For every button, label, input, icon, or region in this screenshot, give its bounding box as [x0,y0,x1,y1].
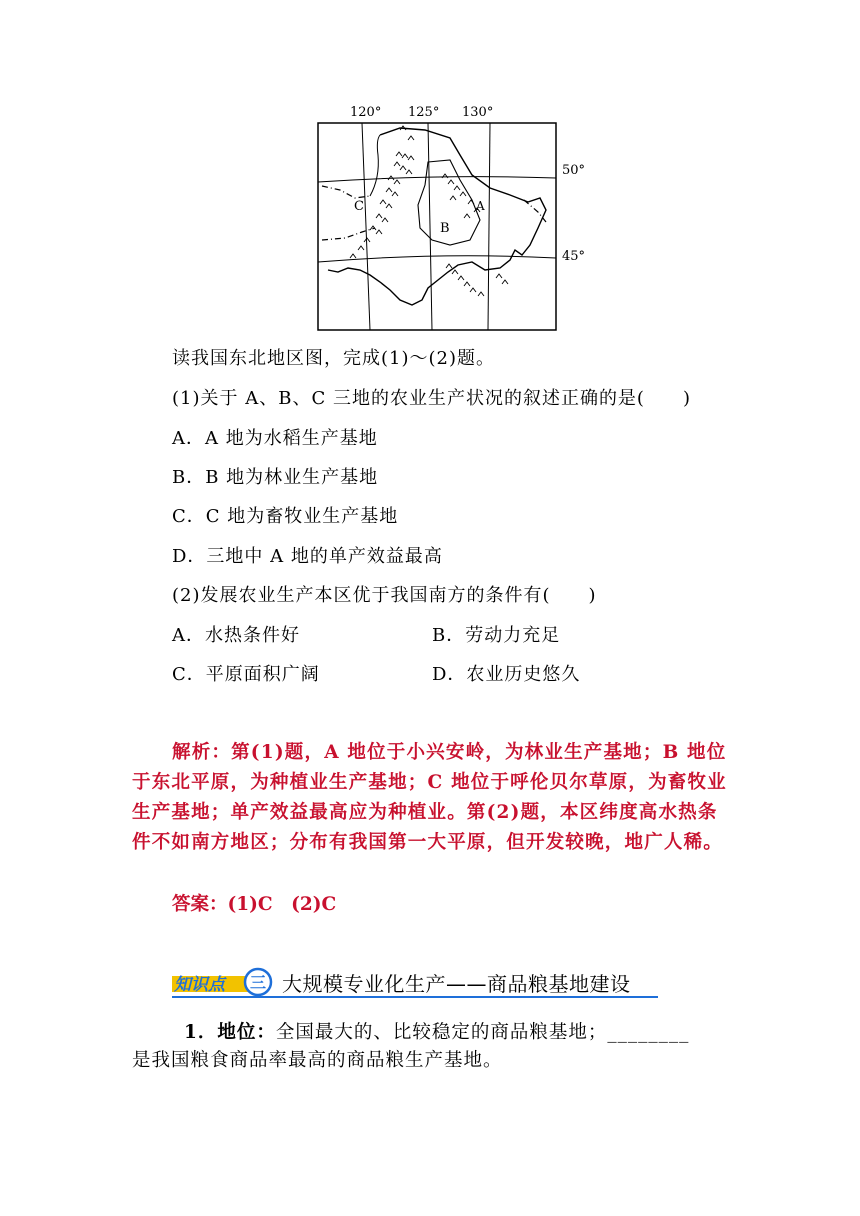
border-outline [328,128,546,305]
analysis-text: 第(1)题，A 地位于小兴安岭，为林业生产基地；B 地位于东北平原，为种植业生产基地；C 地位于呼伦贝尔草原，为畜牧业生产基地；单产效益最高应为种植业。第(2)题，本区纬度高水热条件不如南方地区；分布有我国第一大平原，但开发较晚，地广人稀。 [132,742,727,853]
point-1-label: 1．地位： [184,1022,276,1043]
parallel-45 [318,256,556,262]
answer-line [172,890,336,916]
region-label-a: A [476,199,485,213]
lon-label-130: 130° [462,105,494,120]
lat-label-50: 50° [562,163,586,178]
region-label-c: C [354,199,364,214]
question-2-stem: (2)发展农业生产本区优于我国南方的条件有( ) [172,585,597,606]
map-frame [318,123,556,330]
q2-option-b: B．劳动力充足 [432,625,561,646]
point-1-continuation: 是我国粮食商品率最高的商品粮生产基地。 [132,1050,503,1071]
region-label-b: B [440,221,450,236]
analysis-block [132,738,732,858]
meridian-125 [428,123,432,330]
question-1-stem: (1)关于 A、B、C 三地的农业生产状况的叙述正确的是( ) [172,388,691,409]
meridian-130 [488,123,490,330]
q1-option-b: B．B 地为林业生产基地 [172,467,379,488]
q1-option-c: C．C 地为畜牧业生产基地 [172,506,399,527]
knowledge-point-title: 大规模专业化生产——商品粮基地建设 [282,972,631,996]
parallel-50 [318,177,556,182]
q2-option-d: D．农业历史悠久 [432,664,581,685]
northeast-china-map [300,100,590,335]
answer-label: 答案： [172,894,228,915]
map-svg [300,100,590,335]
point-1-line [184,1018,689,1044]
q1-option-d: D．三地中 A 地的单产效益最高 [172,546,443,567]
knowledge-point-badge [172,966,276,996]
analysis-label: 解析： [172,742,232,763]
q2-option-c: C．平原面积广阔 [172,664,320,685]
q2-option-a: A．水热条件好 [172,625,300,646]
lon-label-120: 120° [350,105,382,120]
lat-label-45: 45° [562,249,586,264]
meridian-120 [362,123,370,330]
answer-text: (1)C (2)C [227,894,337,915]
boundary-c [370,135,380,196]
q1-option-a: A．A 地为水稻生产基地 [172,428,378,449]
badge-text: 知识点 [174,975,225,995]
question-intro: 读我国东北地区图，完成(1)～(2)题。 [172,348,495,369]
lon-label-125: 125° [408,105,440,120]
knowledge-point-underline [172,996,658,998]
point-1-text: 全国最大的、比较稳定的商品粮基地；________ [275,1022,690,1043]
border-west-1 [322,186,370,198]
badge-number: 三 [250,973,267,992]
